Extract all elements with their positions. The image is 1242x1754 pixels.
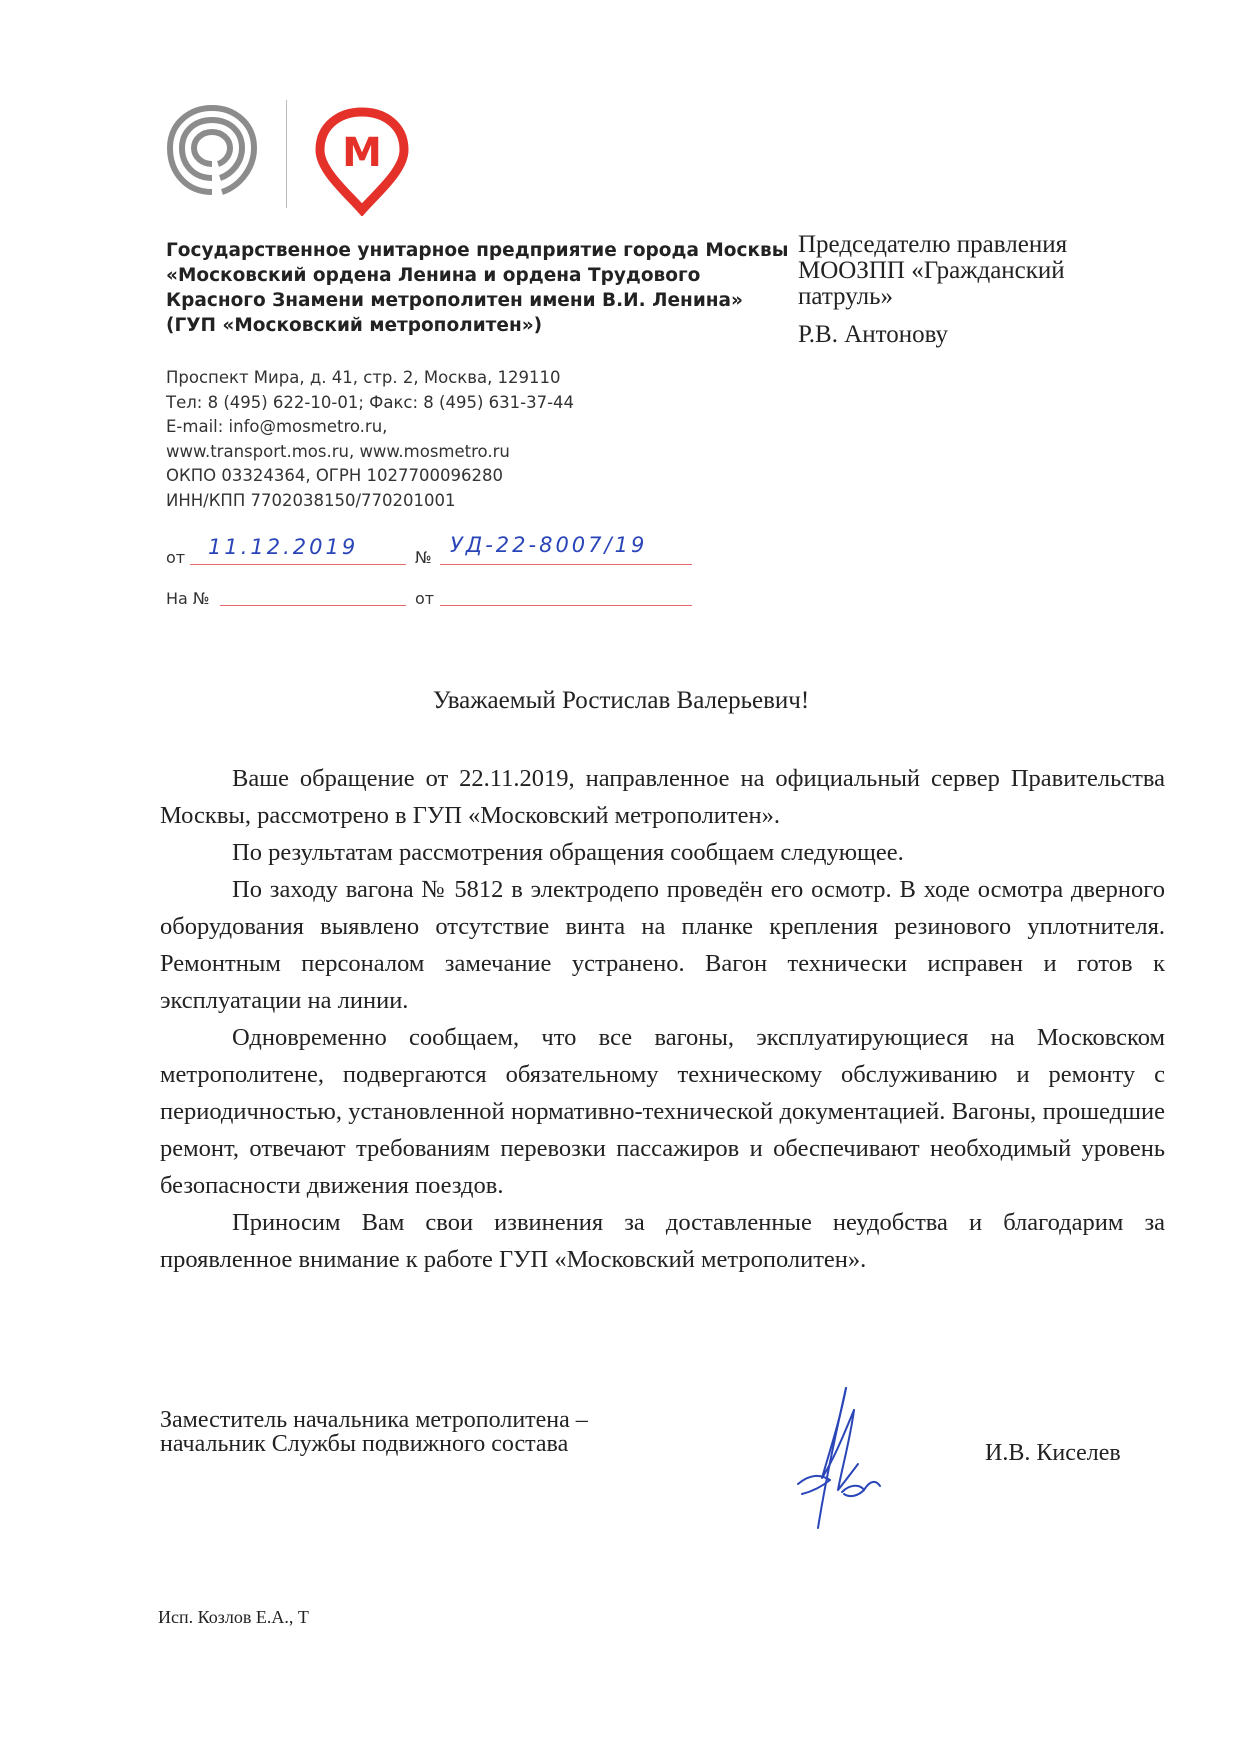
contact-email: E-mail: info@mosmetro.ru,: [166, 417, 388, 436]
reg-number-line: [440, 564, 692, 565]
letter-paragraph: По результатам рассмотрения обращения сообщаем следующее.: [232, 839, 904, 866]
letter-paragraph: По заходу вагона № 5812 в электродепо проведён его осмотр. В ходе осмотра дверного оборудования выявлено отсутствие винта на планке крепления резинового уплотнителя. Ремонтным персоналом замечание устранено. Вагон технически исправен и готов к эксплуатации на линии.: [160, 876, 1165, 1014]
ref-from-label: от: [415, 589, 435, 608]
letter-paragraph: Ваше обращение от 22.11.2019, направленное на официальный сервер Правительства Москвы, рассмотрено в ГУП «Московский метрополитен».: [160, 765, 1165, 829]
org-name-line: (ГУП «Московский метрополитен»): [166, 315, 543, 336]
ref-number-line: [220, 605, 406, 606]
organization-contacts: [166, 366, 686, 513]
letter-greeting: Уважаемый Ростислав Валерьевич!: [432, 687, 810, 714]
organization-name: [166, 238, 789, 338]
contact-websites: www.transport.mos.ru, www.mosmetro.ru: [166, 441, 510, 461]
signer-position-line: Заместитель начальника метрополитена –: [160, 1407, 588, 1433]
org-name-line: «Московский ордена Ленина и ордена Трудового: [166, 265, 701, 286]
addressee-block: [798, 232, 1158, 348]
signer-name: И.В. Киселев: [985, 1440, 1121, 1466]
addressee-line: Председателю правления: [798, 231, 1068, 258]
signer-position-line: начальник Службы подвижного состава: [160, 1431, 569, 1457]
letter-paragraph: Приносим Вам свои извинения за доставленные неудобства и благодарим за проявленное внимание к работе ГУП «Московский метрополитен».: [160, 1209, 1165, 1273]
reg-number-label: №: [415, 548, 432, 567]
reg-date-handwritten: 11.12.2019: [208, 535, 359, 559]
moscow-metro-logo: [312, 106, 412, 216]
reg-number-handwritten: УД-22-8007/19: [450, 533, 648, 557]
addressee-line: МООЗПП «Гражданский: [798, 257, 1065, 284]
logo-divider: [286, 100, 287, 208]
addressee-line: патруль»: [798, 283, 894, 310]
contact-phone: Тел: 8 (495) 622-10-01; Факс: 8 (495) 631-37-44: [166, 392, 575, 412]
moscow-transport-logo: [162, 100, 262, 200]
signer-position: [160, 1408, 760, 1456]
letter-body: [160, 760, 1165, 1278]
metro-logo-letter: М: [342, 130, 382, 176]
ref-number-label: На №: [166, 589, 210, 608]
ref-date-line: [440, 605, 692, 606]
executor-note: Исп. Козлов Е.А., Т: [158, 1607, 309, 1627]
handwritten-signature: [780, 1380, 890, 1530]
contact-address: Проспект Мира, д. 41, стр. 2, Москва, 129110: [166, 368, 561, 387]
addressee-name: Р.В. Антонову: [798, 321, 949, 348]
org-name-line: Государственное унитарное предприятие города Москвы: [166, 240, 789, 261]
contact-okpo: ОКПО 03324364, ОГРН 1027700096280: [166, 466, 503, 485]
contact-inn: ИНН/КПП 7702038150/770201001: [166, 490, 456, 510]
org-name-line: Красного Знамени метрополитен имени В.И. Ленина»: [166, 290, 743, 311]
reg-from-label: от: [166, 548, 186, 567]
reg-date-line: [190, 564, 406, 565]
letter-paragraph: Одновременно сообщаем, что все вагоны, эксплуатирующиеся на Московском метрополитене, подвергаются обязательному техническому обслуживанию и ремонту с периодичностью, установленной нормативно-технической документацией. Вагоны, прошедшие ремонт, отвечают требованиям перевозки пассажиров и обеспечивают необходимый уровень безопасности движения поездов.: [160, 1024, 1165, 1199]
